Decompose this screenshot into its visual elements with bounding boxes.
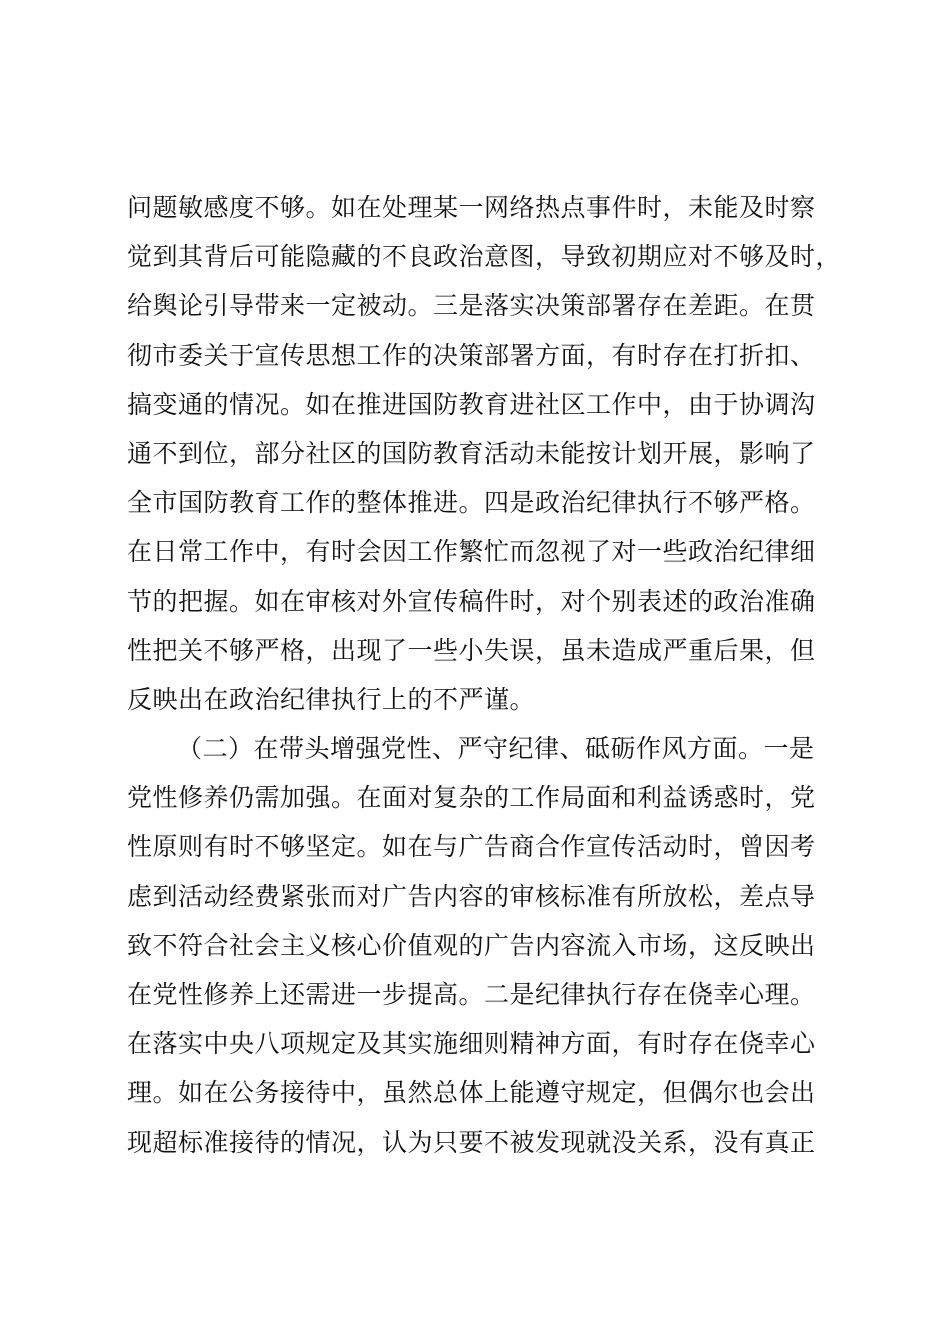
text-line: 性把关不够严格，出现了一些小失误，虽未造成严重后果，但 [127,635,816,665]
text-line: 通不到位，部分社区的国防教育活动未能按计划开展，影响了 [127,438,816,468]
text-line: 现超标准接待的情况，认为只要不被发现就没关系，没有真正 [127,1127,816,1157]
text-line: 觉到其背后可能隐藏的不良政治意图，导致初期应对不够及时， [127,242,842,272]
text-line: 致不符合社会主义核心价值观的广告内容流入市场，这反映出 [127,930,816,960]
text-line: 搞变通的情况。如在推进国防教育进社区工作中，由于协调沟 [127,389,816,419]
text-line: 在落实中央八项规定及其实施细则精神方面，有时存在侥幸心 [127,1029,816,1059]
text-line: 在党性修养上还需进一步提高。二是纪律执行存在侥幸心理。 [127,980,816,1009]
text-line: 在日常工作中，有时会因工作繁忙而忽视了对一些政治纪律细 [127,537,816,567]
text-line: 反映出在政治纪律执行上的不严谨。 [127,684,536,714]
text-line: 节的把握。如在审核对外宣传稿件时，对个别表述的政治准确 [127,586,816,616]
text-line: 党性修养仍需加强。在面对复杂的工作局面和利益诱惑时，党 [127,783,816,813]
text-line: 彻市委关于宣传思想工作的决策部署方面，有时存在打折扣、 [127,340,816,370]
body-text [127,183,867,1167]
text-line: 性原则有时不够坚定。如在与广告商合作宣传活动时，曾因考 [127,832,816,862]
text-line: 给舆论引导带来一定被动。三是落实决策部署存在差距。在贯 [127,291,816,321]
section-heading-line: （二）在带头增强党性、严守纪律、砥砺作风方面。一是 [177,734,815,764]
text-line: 虑到活动经费紧张而对广告内容的审核标准有所放松，差点导 [127,881,816,911]
text-line: 理。如在公务接待中，虽然总体上能遵守规定，但偶尔也会出 [127,1078,816,1108]
text-line: 全市国防教育工作的整体推进。四是政治纪律执行不够严格。 [127,488,816,518]
text-line: 问题敏感度不够。如在处理某一网络热点事件时，未能及时察 [127,193,816,222]
